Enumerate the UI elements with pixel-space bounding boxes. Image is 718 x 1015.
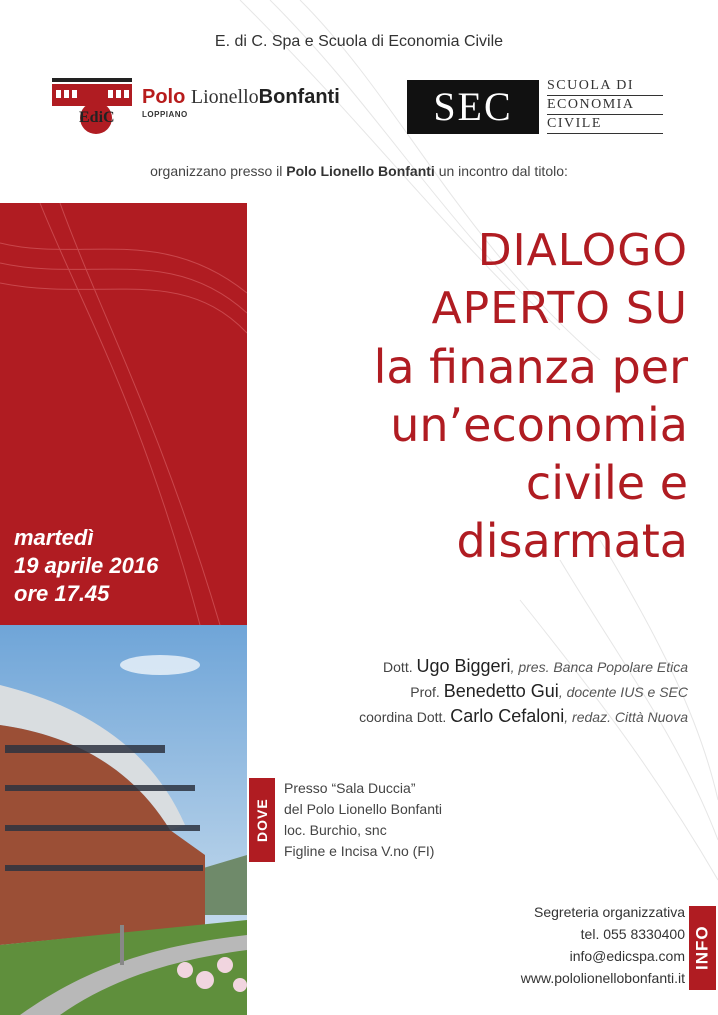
sec-line2: ECONOMIA [547,97,663,115]
venue-line4: Figline e Incisa V.no (FI) [284,843,435,859]
organizers-line: E. di C. Spa e Scuola di Economia Civile [214,33,504,50]
venue-line2: del Polo Lionello Bonfanti [284,801,443,817]
title-line6: disarmata [456,514,688,568]
title-line2: APERTO SU [431,283,688,334]
sec-logo-text [547,78,663,135]
speaker-row [248,654,688,679]
speaker-row [248,679,688,704]
venue-info [284,778,544,862]
polo-word3: Bonfanti [258,86,340,108]
intro-line [0,163,718,179]
date-day: martedì [14,525,94,550]
building-photo [0,625,247,1015]
date-date: 19 aprile 2016 [14,553,159,578]
speaker-name: Carlo Cefaloni [450,706,565,726]
speaker-role: , pres. Banca Popolare Etica [510,659,688,675]
intro-venue: Polo Lionello Bonfanti [286,163,435,179]
intro-before: organizzano presso il [150,163,287,179]
event-title [248,222,688,570]
intro-after: un incontro dal titolo: [434,163,568,179]
event-date [14,524,244,608]
title-line1: DIALOGO [477,225,688,276]
edc-mark: EdiC [79,109,115,126]
venue-line3: loc. Burchio, snc [284,822,387,838]
info-email[interactable]: info@edicspa.com [569,948,685,964]
dove-label: DOVE [254,798,270,842]
polo-sub-label: LOPPIANO [142,110,188,119]
speakers-list [248,654,688,729]
info-phone[interactable]: tel. 055 8330400 [580,926,685,942]
sec-line1: SCUOLA DI [547,78,663,96]
polo-word2: Lionello [190,86,259,108]
info-block [385,901,685,989]
sec-logo-letters: SEC [433,84,513,129]
speaker-role: , docente IUS e SEC [558,684,688,700]
speaker-prefix: Dott. [383,659,417,675]
polo-word1: Polo [142,86,186,108]
polo-logo-icon [52,78,136,136]
sec-line3: CIVILE [547,116,663,134]
title-line4: un’economia [390,398,688,452]
info-line1: Segreteria organizzativa [534,904,685,920]
speaker-prefix: Prof. [410,684,444,700]
info-website[interactable]: www.pololionellobonfanti.it [520,970,685,986]
speaker-name: Benedetto Gui [443,681,559,701]
speaker-role: , redaz. Città Nuova [564,709,688,725]
info-label: INFO [692,925,712,971]
speaker-prefix: coordina Dott. [359,709,451,725]
title-line3: la finanza per [373,340,688,394]
polo-logo-text [142,86,340,109]
venue-line1: Presso “Sala Duccia” [284,780,416,796]
speaker-name: Ugo Biggeri [416,656,511,676]
date-time: ore 17.45 [14,581,110,606]
speaker-row [248,704,688,729]
title-line5: civile e [525,456,688,510]
